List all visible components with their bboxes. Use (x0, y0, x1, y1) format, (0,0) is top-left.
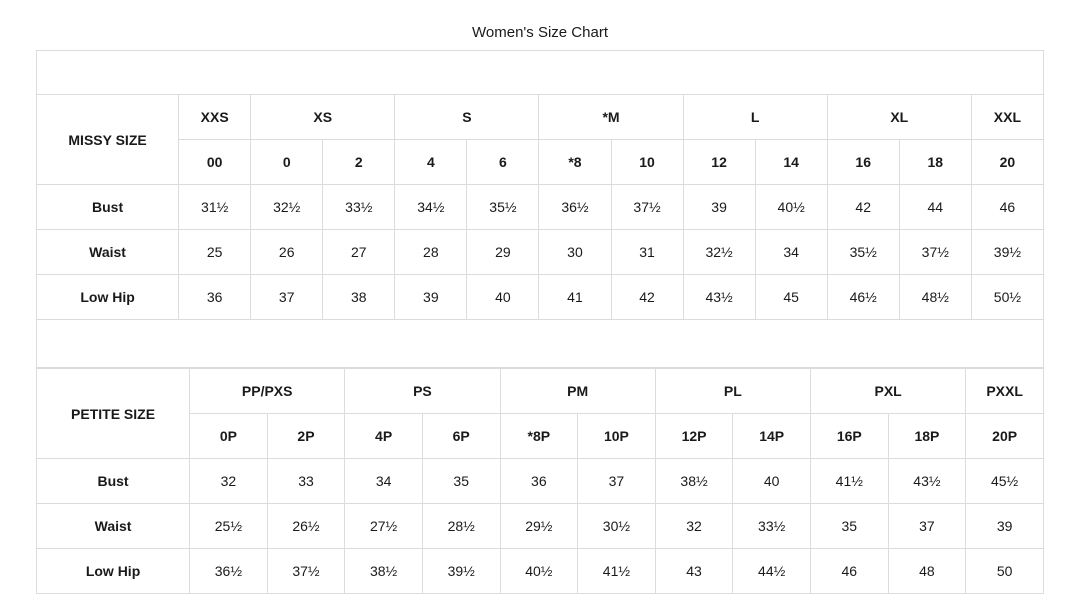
table-row (37, 549, 1044, 594)
missy-lowhip-7: 43½ (683, 275, 755, 320)
missy-row-label-low-hip: Low Hip (37, 275, 179, 320)
missy-bust-1: 32½ (251, 185, 323, 230)
missy-lowhip-4: 40 (467, 275, 539, 320)
missy-waist-0: 25 (179, 230, 251, 275)
missy-waist-6: 31 (611, 230, 683, 275)
missy-number-7: 12 (683, 140, 755, 185)
petite-number-3: 6P (422, 414, 500, 459)
missy-lowhip-8: 45 (755, 275, 827, 320)
missy-number-row (37, 140, 1044, 185)
missy-waist-1: 26 (251, 230, 323, 275)
missy-group-s: S (395, 95, 539, 140)
missy-number-3: 4 (395, 140, 467, 185)
missy-number-0: 00 (179, 140, 251, 185)
petite-number-10: 20P (966, 414, 1044, 459)
petite-number-4: *8P (500, 414, 578, 459)
petite-waist-6: 32 (655, 504, 733, 549)
missy-number-10: 18 (899, 140, 971, 185)
petite-row-label-low-hip: Low Hip (37, 549, 190, 594)
missy-bust-3: 34½ (395, 185, 467, 230)
missy-group-l: L (683, 95, 827, 140)
petite-bust-6: 38½ (655, 459, 733, 504)
missy-waist-8: 34 (755, 230, 827, 275)
petite-lowhip-4: 40½ (500, 549, 578, 594)
missy-lowhip-2: 38 (323, 275, 395, 320)
missy-lowhip-3: 39 (395, 275, 467, 320)
missy-waist-10: 37½ (899, 230, 971, 275)
petite-waist-2: 27½ (345, 504, 423, 549)
table-gap-band (36, 320, 1044, 368)
petite-number-0: 0P (190, 414, 268, 459)
table-row (37, 185, 1044, 230)
petite-number-9: 18P (888, 414, 966, 459)
petite-bust-5: 37 (578, 459, 656, 504)
petite-number-2: 4P (345, 414, 423, 459)
petite-bust-7: 40 (733, 459, 811, 504)
missy-group-xs: XS (251, 95, 395, 140)
petite-bust-1: 33 (267, 459, 345, 504)
missy-waist-11: 39½ (971, 230, 1043, 275)
petite-lowhip-8: 46 (810, 549, 888, 594)
petite-size-label: PETITE SIZE (37, 369, 190, 459)
petite-lowhip-3: 39½ (422, 549, 500, 594)
missy-number-1: 0 (251, 140, 323, 185)
missy-group-row (37, 95, 1044, 140)
petite-bust-0: 32 (190, 459, 268, 504)
missy-size-label: MISSY SIZE (37, 95, 179, 185)
missy-waist-9: 35½ (827, 230, 899, 275)
missy-number-11: 20 (971, 140, 1043, 185)
petite-group-row (37, 369, 1044, 414)
petite-group-pl: PL (655, 369, 810, 414)
missy-number-2: 2 (323, 140, 395, 185)
missy-lowhip-11: 50½ (971, 275, 1043, 320)
petite-group-pxxl: PXXL (966, 369, 1044, 414)
blank-header-band (36, 50, 1044, 94)
missy-group-m: *M (539, 95, 683, 140)
petite-size-table (36, 368, 1044, 594)
petite-waist-8: 35 (810, 504, 888, 549)
missy-number-4: 6 (467, 140, 539, 185)
table-row (37, 275, 1044, 320)
missy-lowhip-5: 41 (539, 275, 611, 320)
petite-bust-9: 43½ (888, 459, 966, 504)
petite-waist-5: 30½ (578, 504, 656, 549)
missy-bust-8: 40½ (755, 185, 827, 230)
petite-lowhip-1: 37½ (267, 549, 345, 594)
missy-lowhip-6: 42 (611, 275, 683, 320)
missy-bust-9: 42 (827, 185, 899, 230)
petite-number-8: 16P (810, 414, 888, 459)
missy-bust-6: 37½ (611, 185, 683, 230)
petite-lowhip-7: 44½ (733, 549, 811, 594)
petite-lowhip-6: 43 (655, 549, 733, 594)
petite-number-1: 2P (267, 414, 345, 459)
petite-group-pp-pxs: PP/PXS (190, 369, 345, 414)
petite-lowhip-10: 50 (966, 549, 1044, 594)
petite-row-label-bust: Bust (37, 459, 190, 504)
table-row (37, 459, 1044, 504)
missy-waist-7: 32½ (683, 230, 755, 275)
petite-bust-8: 41½ (810, 459, 888, 504)
petite-group-pm: PM (500, 369, 655, 414)
missy-number-5: *8 (539, 140, 611, 185)
missy-bust-7: 39 (683, 185, 755, 230)
petite-lowhip-9: 48 (888, 549, 966, 594)
petite-number-7: 14P (733, 414, 811, 459)
missy-waist-2: 27 (323, 230, 395, 275)
missy-lowhip-10: 48½ (899, 275, 971, 320)
petite-lowhip-2: 38½ (345, 549, 423, 594)
missy-row-label-bust: Bust (37, 185, 179, 230)
missy-bust-5: 36½ (539, 185, 611, 230)
missy-waist-5: 30 (539, 230, 611, 275)
petite-waist-9: 37 (888, 504, 966, 549)
petite-waist-4: 29½ (500, 504, 578, 549)
missy-size-table-section (36, 94, 1044, 320)
petite-group-pxl: PXL (810, 369, 965, 414)
missy-lowhip-0: 36 (179, 275, 251, 320)
petite-lowhip-0: 36½ (190, 549, 268, 594)
petite-bust-3: 35 (422, 459, 500, 504)
missy-number-8: 14 (755, 140, 827, 185)
petite-group-ps: PS (345, 369, 500, 414)
petite-bust-4: 36 (500, 459, 578, 504)
missy-lowhip-1: 37 (251, 275, 323, 320)
missy-group-xl: XL (827, 95, 971, 140)
petite-number-5: 10P (578, 414, 656, 459)
table-row (37, 504, 1044, 549)
missy-number-9: 16 (827, 140, 899, 185)
petite-number-6: 12P (655, 414, 733, 459)
petite-waist-7: 33½ (733, 504, 811, 549)
page-title: Women's Size Chart (472, 24, 608, 41)
petite-bust-10: 45½ (966, 459, 1044, 504)
missy-row-label-waist: Waist (37, 230, 179, 275)
missy-group-xxs: XXS (179, 95, 251, 140)
missy-lowhip-9: 46½ (827, 275, 899, 320)
petite-bust-2: 34 (345, 459, 423, 504)
missy-bust-4: 35½ (467, 185, 539, 230)
missy-bust-2: 33½ (323, 185, 395, 230)
petite-row-label-waist: Waist (37, 504, 190, 549)
missy-waist-3: 28 (395, 230, 467, 275)
missy-number-6: 10 (611, 140, 683, 185)
petite-lowhip-5: 41½ (578, 549, 656, 594)
petite-size-table-section (36, 368, 1044, 594)
petite-waist-10: 39 (966, 504, 1044, 549)
petite-waist-0: 25½ (190, 504, 268, 549)
missy-size-table (36, 94, 1044, 320)
missy-bust-0: 31½ (179, 185, 251, 230)
missy-bust-10: 44 (899, 185, 971, 230)
petite-waist-1: 26½ (267, 504, 345, 549)
missy-group-xxl: XXL (971, 95, 1043, 140)
missy-bust-11: 46 (971, 185, 1043, 230)
table-row (37, 230, 1044, 275)
missy-waist-4: 29 (467, 230, 539, 275)
petite-waist-3: 28½ (422, 504, 500, 549)
